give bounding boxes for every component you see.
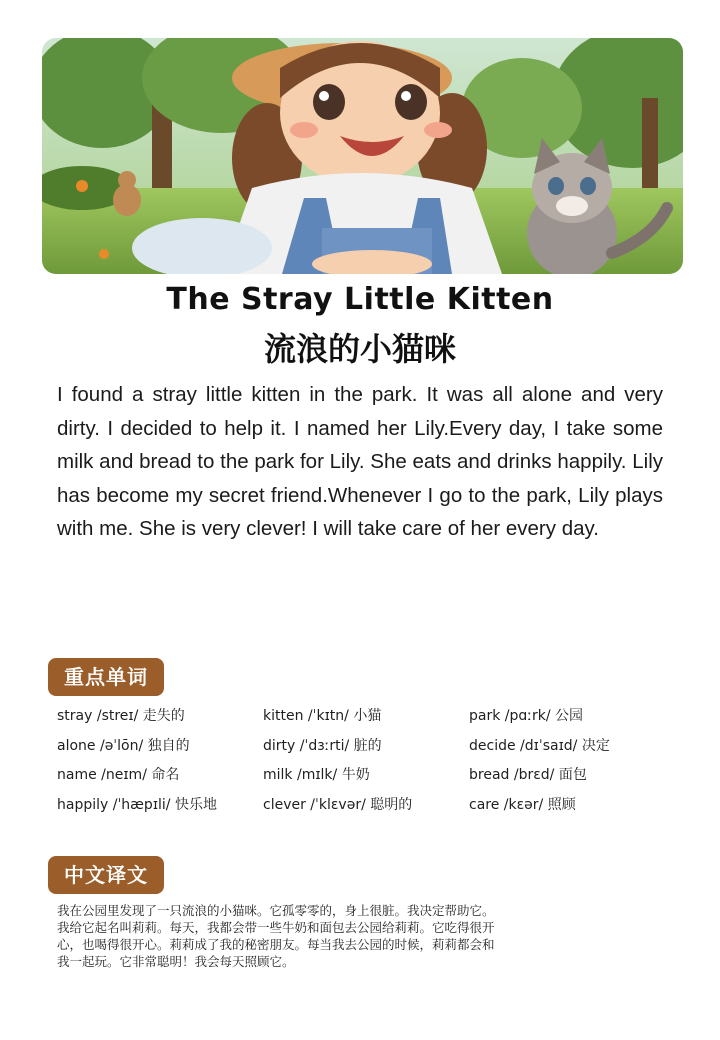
title-english: The Stray Little Kitten [166,282,554,317]
vocab-item: clever /ˈklɛvər/ 聪明的 [263,796,413,813]
story-paragraph: I found a stray little kitten in the park. It was all alone and very dirty. I decided to help it. I named her Lily.Every day, I take some milk and bread to the park for Lily. She eats and drinks happily. Lily has become my secret friend.Whenever I go to the park, Lily plays with me. She is very clever! I will take care of her every day. [57,383,663,540]
vocab-item: park /pɑːrk/ 公园 [469,708,584,724]
vocab-item: milk /mɪlk/ 牛奶 [263,767,370,783]
vocab-item: happily /ˈhæpɪli/ 快乐地 [57,796,217,813]
vocab-item: kitten /ˈkɪtn/ 小猫 [263,708,382,724]
vocab-item: bread /brɛd/ 面包 [469,767,587,783]
vocab-item: dirty /ˈdɜːrti/ 脏的 [263,737,382,754]
vocab-item: name /neɪm/ 命名 [57,767,180,783]
chinese-translation: 我在公园里发现了一只流浪的小猫咪。它孤零零的，身上很脏。我决定帮助它。 我给它起名叫莉莉。每天，我都会带一些牛奶和面包去公园给莉莉。它吃得很开 心，也喝得很开心。莉莉成了我的秘密朋友。每当我去公园的时候，莉莉都会和 我一起玩。它非常聪明！我会每天照顾它。 [57,903,495,969]
vocab-item: stray /streɪ/ 走失的 [57,708,185,724]
section-tag-translation: 中文译文 [48,856,164,894]
title-chinese: 流浪的小猫咪 [263,330,456,368]
vocab-item: alone /əˈlōn/ 独自的 [57,737,190,754]
hero-illustration [42,38,683,274]
vocab-item: decide /dɪˈsaɪd/ 决定 [469,737,610,754]
vocab-grid [57,702,677,820]
section-tag-vocab: 重点单词 [48,658,164,696]
vocab-item: care /kɛər/ 照顾 [469,796,576,813]
